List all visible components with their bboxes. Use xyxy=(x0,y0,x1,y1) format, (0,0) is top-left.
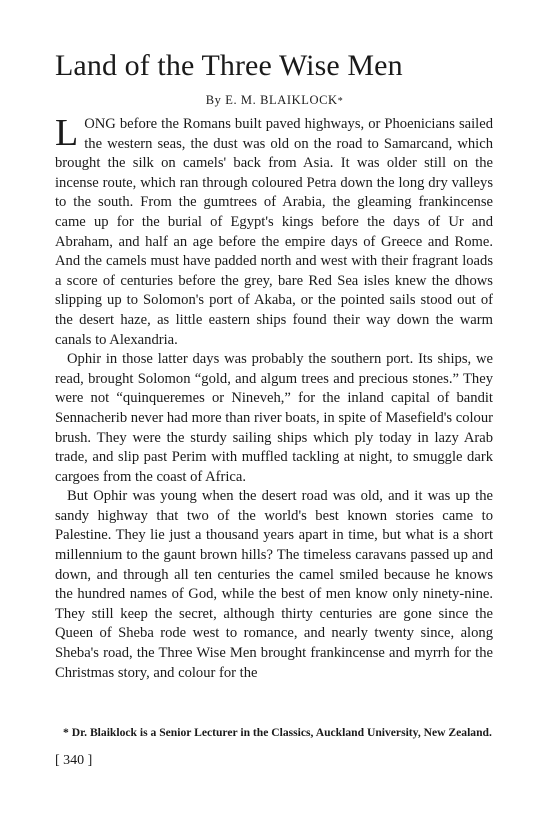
byline-footnote-mark: * xyxy=(337,96,344,107)
drop-cap: L xyxy=(55,112,79,154)
author-footnote: * Dr. Blaiklock is a Senior Lecturer in the Classics, Auckland University, New Zealand. xyxy=(63,726,492,739)
article-title: Land of the Three Wise Men xyxy=(55,49,403,82)
paragraph-3: But Ophir was young when the desert road was old, and it was up the sandy highway that two of the world's best known stories came to Palestine. They lie just a thousand years apart in time, but what is a short millennium to the gaunt brown hills? The timeless caravans passed up and down, and through all ten centuries the camel smiled because he knows the hundred names of God, while the best of men know only ninety-nine. They still keep the secret, although thirty centuries are gone since the Queen of Sheba rode west to romance, and nearly twenty since, along Sheba's road, the Three Wise Men brought frankincense and myrrh for the Christmas story, and colour for the xyxy=(55,488,493,681)
article-body xyxy=(55,112,493,683)
byline-author: E. M. BLAIKLOCK xyxy=(225,93,338,107)
article-byline xyxy=(0,92,549,110)
page-number: [ 340 ] xyxy=(55,753,93,768)
byline-by: By xyxy=(205,93,222,107)
paragraph-1 xyxy=(55,112,493,350)
paragraph-1-text: ONG before the Romans built paved highways, or Phoenicians sailed the western seas, the dust was old on the road to Samarcand, which brought the silk on camels' back from Asia. It was older still on the incense route, which ran through coloured Petra down the long dry valleys to the south. From the gumtrees of Arabia, the gleaming frankincense came up for the burial of Egypt's kings before the days of Ur and Abraham, and half an age before the empire days of Greece and Rome. And the camels must have padded north and west with their fragrant loads a score of centuries before the grey, bare Red Sea isles knew the dhows slipping up to Solomon's port of Akaba, or the pointed sails stood out of the desert haze, as little eastern ships found their way down the warm canals to Alexandria. xyxy=(55,116,493,348)
paragraph-2: Ophir in those latter days was probably the southern port. Its ships, we read, brought Solomon “gold, and algum trees and precious stones.” They were not “quinqueremes or Nineveh,” for the inland capital of bandit Sennacherib never had more than river boats, in spite of Masefield's colour brush. They were the sturdy sailing ships which ply today in lazy Arab trade, and slip past Perim with muffled tackling at night, to smuggle dark cargoes from the coast of Africa. xyxy=(55,351,493,485)
